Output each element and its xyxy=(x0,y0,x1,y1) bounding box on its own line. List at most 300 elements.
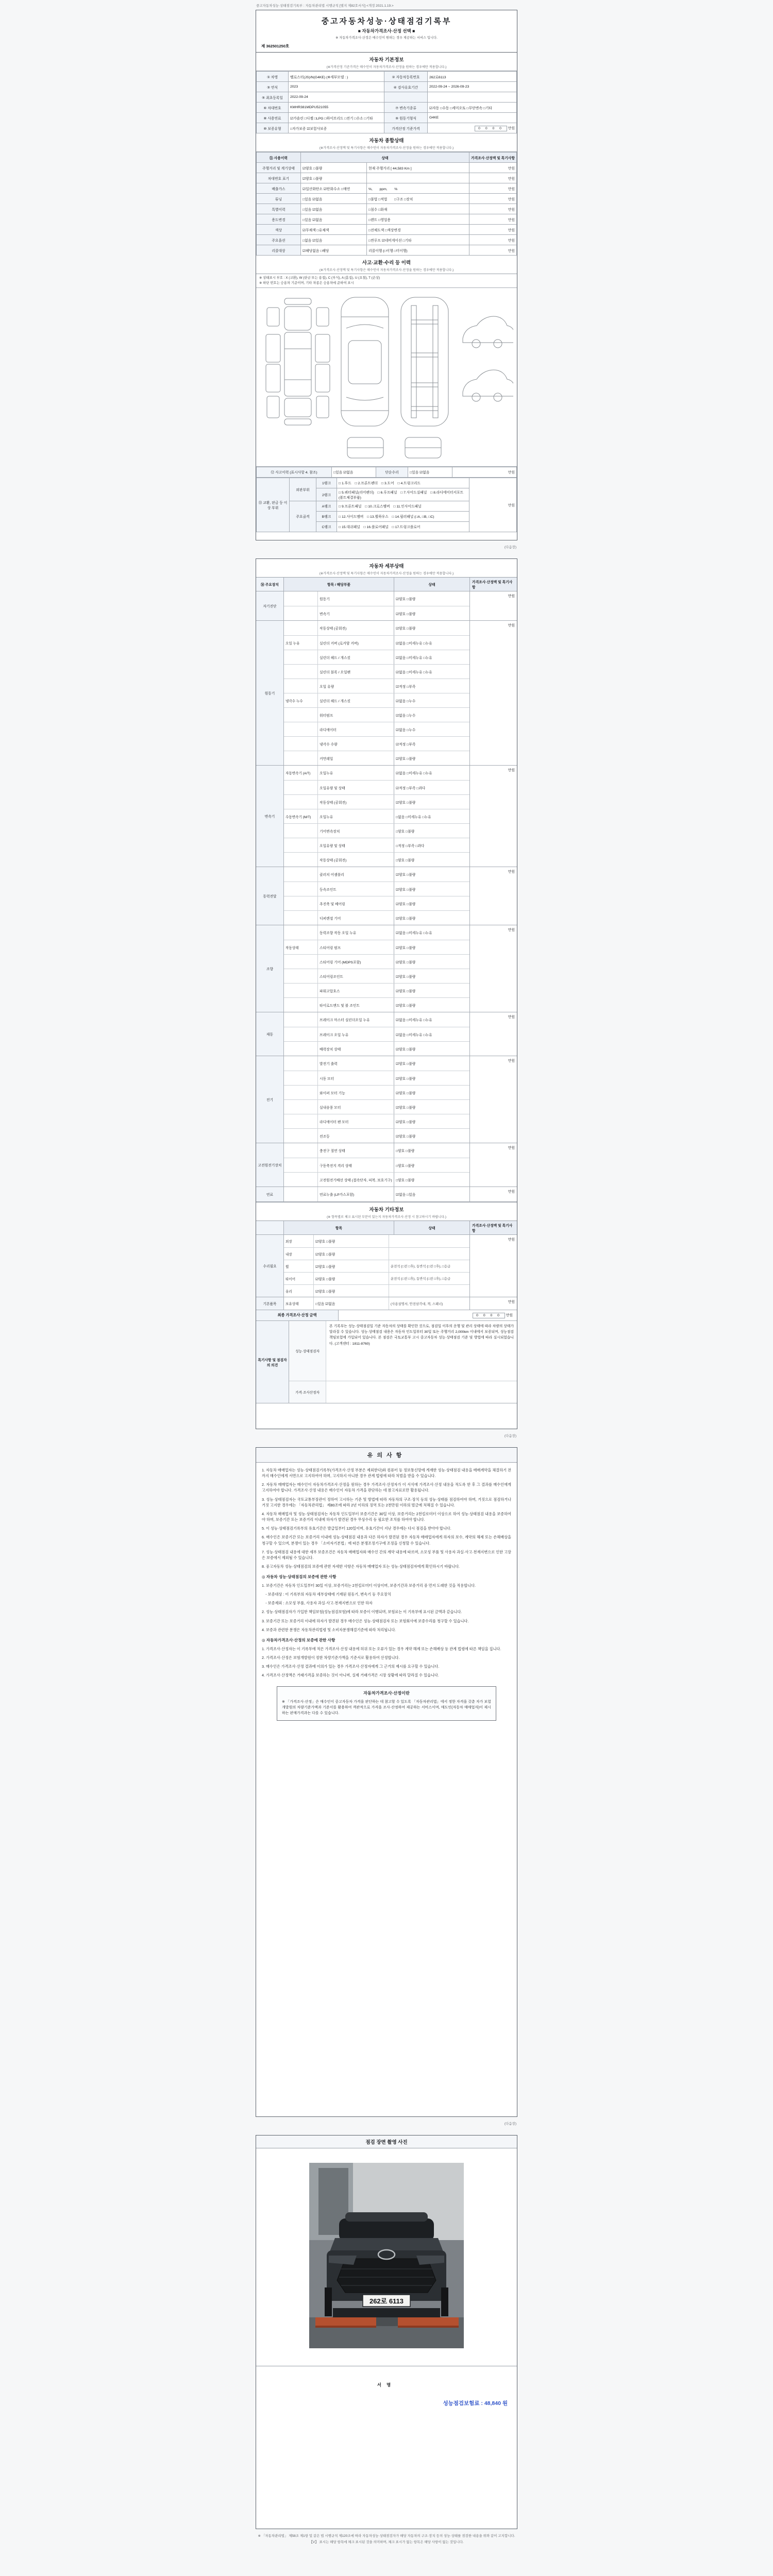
usage-note: □전체도색 □색상변경 xyxy=(367,225,469,235)
bottom-note-2: 【V】 표시는 해당 항목에 체크 표시된 것을 의미하며, 체크 표시가 없는 항목은 해당 사항이 없는 것입니다. xyxy=(309,2540,464,2544)
detail-part: 작동상태 (공회전) xyxy=(318,853,394,867)
comprehensive-row xyxy=(257,235,517,245)
detail-state-checkboxes: ☑없음 □미세누유 □누유 xyxy=(396,1033,432,1037)
final-price-digits: 0 0 0 0 xyxy=(473,1313,505,1318)
usage-label: 특별이력 xyxy=(257,204,301,214)
detail-row xyxy=(284,650,469,664)
usage-state-checkboxes: ☑일산화탄소 ☑탄화수소 □매연 xyxy=(301,183,367,194)
detail-row xyxy=(284,809,469,823)
car-diagram-svg xyxy=(260,291,513,464)
comprehensive-row xyxy=(257,214,517,225)
rankA-label: A랭크 xyxy=(316,501,337,511)
exchange-panel-table xyxy=(256,478,517,532)
detail-row xyxy=(284,969,469,983)
usage-price: 만원 xyxy=(469,204,517,214)
field-label: ⑩ 보증유형 xyxy=(257,123,289,133)
etc-note: (사용설명서, 안전삼각대, 잭, 스패너) xyxy=(391,1302,443,1306)
etc-price: 만원 xyxy=(469,1297,517,1310)
accident-price: 만원 xyxy=(452,467,517,477)
etc-col-blank xyxy=(256,1221,284,1234)
notice-item: 5. 이 성능·상태점검기록부의 유효기간은 발급일부터 120일이며, 유효기간이 지난 경우에는 다시 점검을 받아야 합니다. xyxy=(262,1526,451,1531)
detail-row xyxy=(284,983,469,997)
detail-row xyxy=(284,852,469,867)
detail-group-engine: 원동기 작동상태 (공회전) ☑양호 □불량 오일 누유 실린더 커버 (로커암 커버) ☑없음 □미세누유 □누유 실린더 헤드 / 개스킷 ☑없음 □미세누유 □누유 실린더 블록 / 오일팬 ☑없음 □미세누유 □누유 오일 유량 ☑적정 □부족 냉각수 누수 실린더 헤드 / 개스킷 ☑없음 □누수 워터펌프 ☑없음 □누수 라디에이터 ☑없음 □누수 냉각수 수량 ☑적정 □부족 커먼레일 ☑양호 □불량 만원 xyxy=(256,621,517,766)
detail-category xyxy=(284,1012,318,1027)
usage-label: 색상 xyxy=(257,225,301,235)
detail-category xyxy=(284,751,318,765)
usage-note: 현재 주행거리 [ 44,583 Km ] xyxy=(367,163,469,173)
detail-category xyxy=(284,737,318,751)
etc-table-header xyxy=(256,1221,517,1235)
etc-col-item: 항목 xyxy=(284,1221,394,1234)
price-appraisal-info-box xyxy=(277,1686,496,1720)
detail-state-checkboxes: ☑없음 □누수 xyxy=(396,728,416,732)
detail-state-checkboxes: ☑없음 □미세누유 □누유 xyxy=(396,670,432,674)
detail-category xyxy=(284,650,318,664)
comprehensive-row xyxy=(257,225,517,235)
field-value-engine: G4KE xyxy=(428,113,517,123)
inspection-insurance-fee xyxy=(256,2391,517,2415)
opinion-who: 가격·조사산정자 xyxy=(289,1381,326,1403)
page-block-notice xyxy=(256,1447,517,2117)
detail-state-checkboxes: ☑양호 □불량 xyxy=(396,989,416,993)
field-value-reg-no: 262로6113 xyxy=(428,72,517,82)
detail-row xyxy=(284,766,469,780)
inspection-photo-wrap xyxy=(256,2148,517,2366)
notice-section2-title: ◎ 자동차 성능·상태점검의 보증에 관한 사항 xyxy=(262,1574,337,1580)
detail-row xyxy=(284,736,469,751)
comprehensive-table xyxy=(256,152,517,256)
detail-state-checkboxes: □없음 □미세누유 □누유 xyxy=(396,815,431,819)
detail-state-checkboxes: ☑양호 □불량 xyxy=(396,975,416,979)
detail-category: 오일 누유 xyxy=(284,636,318,650)
detail-category: 냉각수 누수 xyxy=(284,693,318,707)
etc-part: 휠 xyxy=(284,1260,314,1272)
detail-row xyxy=(284,621,469,635)
detail-state-checkboxes: □적정 □부족 □과다 xyxy=(396,844,425,848)
detail-part: 연료누출 (LP가스포함) xyxy=(318,1187,394,1201)
etc-row xyxy=(284,1235,469,1247)
rank1-items: □ 1.후드 □ 2.프론트펜더 □ 3.도어 □ 4.트렁크리드 xyxy=(337,478,469,488)
outer-panel-label: 외판부위 xyxy=(290,478,316,501)
section-title-etc: 자동차 기타정보 (※ 항목별로 체크 표시된 부분이 있는지 자동차가격조사·산정 시 참고하시기 바랍니다.) xyxy=(256,1202,517,1221)
detail-row xyxy=(284,606,469,620)
detail-category xyxy=(284,1086,318,1099)
detail-category xyxy=(284,1173,318,1187)
accident-legend xyxy=(256,274,517,288)
detail-state-checkboxes: ☑없음 □미세누유 □누유 xyxy=(396,656,432,660)
accident-history-state: □있음 ☑없음 xyxy=(332,467,376,477)
detail-part: 배력장치 상태 xyxy=(318,1042,394,1056)
usage-note: □불법 □적법 □구조 □장치 xyxy=(367,194,469,204)
notice-item: 3. 보증기간 또는 보증거리 이내에 하자가 발견된 경우 매수인은 성능·상태점검자 또는 보험회사에 보증수리를 청구할 수 있습니다. xyxy=(262,1618,469,1623)
document-sheet xyxy=(256,0,517,2545)
detail-row xyxy=(284,940,469,954)
detail-state-checkboxes: ☑양호 □불량 xyxy=(396,888,416,892)
usage-state-checkboxes: ☑양호 □불량 xyxy=(301,173,367,183)
detail-state-checkboxes: ☑양호 □불량 xyxy=(396,960,416,964)
detail-group-transmission: 변속기 자동변속기 (A/T) 오일누유 ☑없음 □미세누유 □누유 오일유량 및 상태 ☑적정 □부족 □과다 작동상태 (공회전) ☑양호 □불량 수동변속기 (M/T) 오일누유 □없음 □미세누유 □누유 기어변속장치 □양호 □불량 오일유량 및 상태 □적정 □부족 □과다 작동상태 (공회전) □양호 □불량 만원 xyxy=(256,766,517,867)
next-page-note: (다음장) xyxy=(504,2122,516,2126)
detail-category xyxy=(284,969,318,983)
detail-row xyxy=(284,1056,469,1071)
info-box-title: 자동차가격조사·산정이란 xyxy=(363,1691,410,1696)
detail-part: 냉각수 수량 xyxy=(318,737,394,751)
etc-note xyxy=(389,1285,469,1297)
field-value-year: 2023 xyxy=(289,82,384,92)
detail-group-brake: 제동 브레이크 마스터 실린더오일 누유 ☑없음 □미세누유 □누유 브레이크 오일 누유 ☑없음 □미세누유 □누유 배력장치 상태 ☑양호 □불량 만원 xyxy=(256,1012,517,1056)
detail-row xyxy=(284,707,469,722)
final-price-label: 최종 가격조사·산정 금액 xyxy=(256,1310,339,1320)
detail-col-item: 항목 / 해당부품 xyxy=(284,578,394,591)
fee-label: 성능점검보험료 : xyxy=(443,2400,483,2406)
usage-note: □썬루프 ☑네비게이션 □기타 xyxy=(367,235,469,245)
etc-row xyxy=(284,1260,469,1272)
notice-title: 유의사항 xyxy=(256,1448,517,1463)
detail-price: 만원 xyxy=(469,1187,517,1201)
detail-part: 구동축전지 격리 상태 xyxy=(318,1158,394,1172)
detail-category xyxy=(284,1042,318,1056)
detail-category xyxy=(284,955,318,969)
usage-price: 만원 xyxy=(469,163,517,173)
notice-item: - 보증대상 : 이 기록부의 자동차 세부상태에 기재된 원동기, 변속기 등 주요장치 xyxy=(262,1592,391,1597)
detail-state-checkboxes: ☑양호 □불량 xyxy=(396,1047,416,1052)
detail-state-checkboxes: ☑양호 □불량 xyxy=(396,902,416,906)
detail-group-steering: 조향 동력조향 작동 오일 누유 ☑없음 □미세누유 □누유 작동상태 스티어링 펌프 ☑양호 □불량 스티어링 기어 (MDPS포함) ☑양호 □불량 스티어링조인트 ☑양호 □불량 파워고압호스 ☑양호 □불량 타이로드엔드 및 볼 조인트 ☑양호 □불량 만원 xyxy=(256,925,517,1012)
detail-part: 브레이크 마스터 실린더오일 누유 xyxy=(318,1012,394,1027)
detail-state-checkboxes: ☑없음 □미세누유 □누유 xyxy=(396,1019,432,1022)
detail-row xyxy=(284,1114,469,1128)
etc-state-checkboxes: ☑양호 □불량 xyxy=(314,1260,389,1272)
detail-state-checkboxes: ☑적정 □부족 xyxy=(396,742,416,747)
detail-table-header xyxy=(256,578,517,591)
detail-part: 고전원전기배선 상태 (접속단자, 피복, 보호기구) xyxy=(318,1173,394,1187)
form-reference-note: 중고자동차성능·상태점검기록부 : 자동차관리법 시행규칙 [별지 제82호서식] <개정 2021.1.19.> xyxy=(256,4,394,8)
column-header-state: 상태 xyxy=(301,152,469,163)
usage-label: 차대번호 표기 xyxy=(257,173,301,183)
detail-category xyxy=(284,838,318,852)
rank2-label: 2랭크 xyxy=(316,488,337,501)
fee-value: 48,840 원 xyxy=(484,2400,508,2406)
document-number: 제 362501250호 xyxy=(261,44,290,48)
usage-price: 만원 xyxy=(469,194,517,204)
bottom-note-1: ※ 「자동차관리법」 제58조 제1항 및 같은 법 시행규칙 제120조에 따라 자동차성능·상태점검자가 해당 자동차의 구조·장치 등의 성능·상태를 점검한 내용을 위와 같이 고지합니다. xyxy=(258,2534,515,2538)
etc-note: 운전석 (□전 □후), 동반석 (□전 □후), □응급 xyxy=(391,1265,451,1268)
field-label: ① 차명 xyxy=(257,72,289,82)
legend-line-2: ※ 하단 번호는 승용차 기준이며, 기타 차종은 승용차에 준하여 표시 xyxy=(259,281,354,285)
detail-state-checkboxes: ☑없음 □미세누유 □누유 xyxy=(396,772,432,775)
detail-state-checkboxes: ☑양호 □불량 xyxy=(396,1062,416,1066)
usage-state-checkboxes: ☑양호 □불량 xyxy=(301,163,367,173)
detail-part: 와이퍼 모터 기능 xyxy=(318,1086,394,1099)
field-value-first-reg: 2022-09-24 xyxy=(289,92,384,103)
field-label-empty xyxy=(384,92,428,103)
detail-price: 만원 xyxy=(469,867,517,925)
etc-part: 타이어 xyxy=(284,1273,314,1284)
detail-category xyxy=(284,984,318,997)
field-label: ⑦ 변속기종류 xyxy=(384,103,428,113)
detail-category xyxy=(284,621,318,635)
page-block-photo xyxy=(256,2135,517,2529)
usage-price: 만원 xyxy=(469,245,517,256)
detail-category xyxy=(284,925,318,940)
detail-part: 스티어링 기어 (MDPS포함) xyxy=(318,955,394,969)
usage-label: 튜닝 xyxy=(257,194,301,204)
detail-row xyxy=(284,1071,469,1085)
detail-category xyxy=(284,1129,318,1143)
detail-state-checkboxes: □양호 □불량 xyxy=(396,1149,415,1153)
detail-row xyxy=(284,679,469,693)
detail-part: 기어변속장치 xyxy=(318,824,394,838)
detail-category: 수동변속기 (M/T) xyxy=(284,809,318,823)
info-box-text: ※ 「가격조사·산정」은 매수인이 중고자동차 가격을 판단하는 데 참고할 수 있도록 「자동차관리법」에서 정한 자격을 갖춘 자가 보험개발원의 차량기준가액과 기준서를 활용하여 객관적으로 가격을 조사·산정하여 제공하는 서비스이며, 매도인(자동차 매매업자)이 제시하는 판매가격과는 다를 수 있습니다. xyxy=(282,1700,491,1716)
base-price-unit: 만원 xyxy=(508,126,515,130)
detail-row xyxy=(284,925,469,940)
detail-state-checkboxes: ☑적정 □부족 □과다 xyxy=(396,786,426,790)
detail-category xyxy=(284,665,318,679)
detail-category: 자동변속기 (A/T) xyxy=(284,766,318,780)
detail-state-checkboxes: ☑적정 □부족 xyxy=(396,685,416,689)
detail-row xyxy=(284,1158,469,1172)
etc-state-checkboxes: ☑양호 □불량 xyxy=(314,1248,389,1260)
usage-note: 리콜이행 (□이행 □미이행) xyxy=(367,245,469,256)
detail-part: 작동상태 (공회전) xyxy=(318,795,394,809)
detail-col-price: 가격조사·산정액 및 특기사항 xyxy=(469,578,517,591)
detail-part: 시동 모터 xyxy=(318,1071,394,1085)
car-damage-diagrams xyxy=(256,288,517,467)
final-price-row xyxy=(256,1310,517,1321)
detail-row xyxy=(284,693,469,707)
usage-state-checkboxes: □있음 ☑없음 xyxy=(301,194,367,204)
bottom-notes xyxy=(256,2533,517,2545)
detail-group-power-train: 동력전달 클러치 어셈블리 ☑양호 □불량 등속조인트 ☑양호 □불량 추진축 및 베어링 ☑양호 □불량 디퍼렌셜 기어 ☑양호 □불량 만원 xyxy=(256,867,517,925)
detail-category xyxy=(284,795,318,809)
field-label: ⑤ 최초등록일 xyxy=(257,92,289,103)
usage-price: 만원 xyxy=(469,183,517,194)
usage-state-checkboxes: □있음 ☑없음 xyxy=(301,204,367,214)
field-label: ④ 검사유효기간 xyxy=(384,82,428,92)
etc-part: 외장 xyxy=(284,1235,314,1247)
column-header-price: 가격조사·산정액 및 특기사항 xyxy=(469,152,517,163)
detail-category xyxy=(284,1187,318,1201)
final-price-value xyxy=(339,1310,517,1320)
detail-part: 등속조인트 xyxy=(318,882,394,896)
etc-row xyxy=(284,1272,469,1284)
usage-price: 만원 xyxy=(469,225,517,235)
detail-category xyxy=(284,1027,318,1041)
usage-note: %, ppm, % xyxy=(367,183,469,194)
detail-state-checkboxes: ☑없음 □누수 xyxy=(396,699,416,703)
license-plate-text: 262로 6113 xyxy=(369,2297,404,2305)
basic-info-table xyxy=(256,71,517,133)
etc-state-checkboxes: ☑양호 □불량 xyxy=(314,1285,389,1297)
detail-price: 만원 xyxy=(469,1143,517,1187)
inspector-opinion xyxy=(256,1321,517,1403)
usage-state-checkboxes: □있음 ☑없음 xyxy=(301,214,367,225)
usage-note: □렌트 □영업용 xyxy=(367,214,469,225)
rankB-items: □ 12.사이드멤버 □ 13.휠하우스 □ 14.필러패널 (□A, □B, □C) xyxy=(337,511,469,521)
notice-body xyxy=(256,1463,517,1729)
notice-section3-title: ◎ 자동차가격조사·산정의 보증에 관한 사항 xyxy=(262,1637,335,1642)
field-value-fuel: ☑가솔린 □디젤 □LPG □하이브리드 □전기 □수소 □기타 xyxy=(289,113,384,123)
document-header xyxy=(256,10,517,53)
detail-state-checkboxes: ☑양호 □불량 xyxy=(396,1091,416,1095)
detail-category xyxy=(284,853,318,867)
detail-category xyxy=(284,781,318,794)
opinion-row-inspector xyxy=(289,1321,517,1381)
next-page-note: (다음장) xyxy=(504,546,516,549)
comprehensive-row xyxy=(257,245,517,256)
detail-part: 전조등 xyxy=(318,1129,394,1143)
detail-price: 만원 xyxy=(469,591,517,620)
detail-category: 작동상태 xyxy=(284,940,318,954)
etc-group-basic-items: 기본품목 보유상태 □있음 ☑없음 (사용설명서, 안전삼각대, 잭, 스패너) 만원 xyxy=(256,1297,517,1310)
detail-part: 커먼레일 xyxy=(318,751,394,765)
detail-row xyxy=(284,954,469,969)
rankC-label: C랭크 xyxy=(316,521,337,532)
opinion-text xyxy=(326,1381,517,1403)
detail-category xyxy=(284,1056,318,1071)
usage-label: 주행거리 및 계기상태 xyxy=(257,163,301,173)
detail-category xyxy=(284,679,318,693)
comprehensive-row xyxy=(257,183,517,194)
section-title-detail: 자동차 세부상태 (※가격조사·산정액 및 특기사항은 매수인이 자동차가격조사·산정을 원하는 경우에만 적용합니다.) xyxy=(256,559,517,578)
detail-state-checkboxes: □양호 □불량 xyxy=(396,829,415,834)
simple-repair-state: □있음 ☑없음 xyxy=(408,467,452,477)
detail-part: 실린더 커버 (로커암 커버) xyxy=(318,636,394,650)
simple-repair-label: 단순수리 xyxy=(376,467,408,477)
usage-price: 만원 xyxy=(469,214,517,225)
etc-note xyxy=(389,1248,469,1260)
etc-state-checkboxes: ☑양호 □불량 xyxy=(314,1273,389,1284)
exchange-price: 만원 xyxy=(469,478,517,532)
detail-row xyxy=(284,591,469,606)
detail-price: 만원 xyxy=(469,1056,517,1143)
notice-item: 8. 중고자동차 성능·상태점검의 보증에 관한 자세한 사항은 자동차 매매업자 또는 성능·상태점검자에게 확인하시기 바랍니다. xyxy=(262,1564,460,1569)
detail-category xyxy=(284,896,318,910)
detail-row xyxy=(284,910,469,925)
detail-state-checkboxes: ☑양호 □불량 xyxy=(396,917,416,921)
detail-row xyxy=(284,823,469,838)
detail-group-high-voltage: 고전원전기장치 충전구 절연 상태 □양호 □불량 구동축전지 격리 상태 □양호 □불량 고전원전기배선 상태 (접속단자, 피복, 보호기구) □양호 □불량 만원 xyxy=(256,1143,517,1187)
next-page-note: (다음장) xyxy=(504,1434,516,1438)
field-value-empty xyxy=(428,92,517,103)
detail-part: 오일누유 xyxy=(318,766,394,780)
etc-state-checkboxes: □있음 ☑없음 xyxy=(314,1297,389,1310)
detail-row xyxy=(284,1085,469,1099)
field-value-inspect: 2022-09-24 ~ 2026-09-23 xyxy=(428,82,517,92)
detail-group-fuel: 연료 연료누출 (LP가스포함) ☑없음 □있음 만원 xyxy=(256,1187,517,1202)
notice-item: 1. 보증기간은 자동차 인도일부터 30일 이상, 보증거리는 2천킬로미터 이상이며, 보증기간과 보증거리 중 먼저 도래한 것을 적용합니다. xyxy=(262,1583,476,1588)
detail-state-checkboxes: ☑양호 □불량 xyxy=(396,627,416,631)
detail-category xyxy=(284,882,318,896)
detail-part: 실린더 헤드 / 개스킷 xyxy=(318,693,394,707)
document-subtitle: ■ 자동차가격조사·산정 선택 ■ xyxy=(358,28,415,33)
etc-part: 내장 xyxy=(284,1248,314,1260)
frame-label: 주요골격 xyxy=(290,501,316,532)
detail-category xyxy=(284,824,318,838)
notice-item: 4. 자동차 매매업자 및 성능·상태점검자는 자동차 인도일부터 보증기간은 30일 이상, 보증거리는 2천킬로미터 이상으로 하여 성능·상태점검 내용을 보증하여야 하며, 보증기간 또는 보증거리 이내에 하자가 발견된 경우 무상수리 등 필요한 조치를 하여야 합니다. xyxy=(262,1511,511,1522)
accident-history-table xyxy=(256,467,517,478)
detail-category xyxy=(284,1143,318,1158)
detail-part: 작동상태 (공회전) xyxy=(318,621,394,635)
detail-row xyxy=(284,1128,469,1143)
comprehensive-row xyxy=(257,173,517,183)
detail-part: 변속기 xyxy=(318,606,394,620)
detail-row xyxy=(284,1041,469,1056)
document-title: 중고자동차성능·상태점검기록부 xyxy=(321,17,452,26)
detail-part: 타이로드엔드 및 볼 조인트 xyxy=(318,998,394,1012)
detail-row xyxy=(284,896,469,910)
comprehensive-row xyxy=(257,163,517,173)
notice-item: 3. 매수인은 가격조사·산정 결과에 이의가 있는 경우 가격조사·산정자에게 그 근거의 제시를 요구할 수 있습니다. xyxy=(262,1664,440,1669)
detail-state-checkboxes: ☑없음 □있음 xyxy=(396,1193,416,1197)
detail-category xyxy=(284,591,318,606)
rankB-label: B랭크 xyxy=(316,511,337,521)
detail-part: 스티어링 펌프 xyxy=(318,940,394,954)
detail-col-device: ⑭ 주요장치 xyxy=(256,578,284,591)
detail-part: 라디에이터 팬 모터 xyxy=(318,1114,394,1128)
detail-part: 브레이크 오일 누유 xyxy=(318,1027,394,1041)
notice-item: - 보증제외 : 소모성 부품, 사용자 과실·사고·천재지변으로 인한 하자 xyxy=(262,1601,373,1606)
detail-state-checkboxes: □양호 □불량 xyxy=(396,1178,415,1182)
etc-row xyxy=(284,1297,469,1310)
notice-item: 2. 자동차 매매업자는 매수인이 자동차가격조사·산정을 원하는 경우 가격조사·산정자가 이 서식에 가격조사·산정 내용을 적도록 한 후 그 결과를 매수인에게 고지하여야 합니다. 가격조사·산정 내용은 매수인이 자동차 가격을 판단하는 데 참고자료로만 활용됩니다. xyxy=(262,1482,511,1493)
photo-section-title: 점검 장면 촬영 사진 xyxy=(256,2136,517,2148)
detail-state-checkboxes: ☑없음 □미세누유 □누유 xyxy=(396,931,432,935)
detail-category xyxy=(284,867,318,882)
column-header-usage: ⑪ 사용이력 xyxy=(257,152,301,163)
usage-note xyxy=(367,173,469,183)
detail-state-checkboxes: ☑양호 □불량 xyxy=(396,946,416,950)
usage-state-checkboxes: ☑해당없음 □해당 xyxy=(301,245,367,256)
detail-part: 발전기 출력 xyxy=(318,1056,394,1071)
detail-category xyxy=(284,722,318,736)
usage-label: 용도변경 xyxy=(257,214,301,225)
detail-row xyxy=(284,1012,469,1027)
usage-label: 리콜대상 xyxy=(257,245,301,256)
detail-part: 충전구 절연 상태 xyxy=(318,1143,394,1158)
detail-row xyxy=(284,997,469,1012)
notice-item: 2. 가격조사·산정은 보험개발원이 정한 차량기준가액을 기준서로 활용하여 산정합니다. xyxy=(262,1655,400,1660)
notice-item: 2. 성능·상태점검자가 가입한 책임보험(성능점검보험)에 따라 보증이 이행되며, 보험료는 이 기록부에 표시된 금액과 같습니다. xyxy=(262,1609,462,1615)
opinion-row-appraiser xyxy=(289,1381,517,1403)
field-label: ③ 연식 xyxy=(257,82,289,92)
detail-price: 만원 xyxy=(469,621,517,765)
detail-category xyxy=(284,1114,318,1128)
etc-note: 운전석 (□전 □후), 동반석 (□전 □후), □응급 xyxy=(391,1277,451,1281)
detail-state-checkboxes: ☑양호 □불량 xyxy=(396,612,416,616)
detail-row xyxy=(284,1099,469,1114)
detail-part: 오일유량 및 상태 xyxy=(318,838,394,852)
detail-state-checkboxes: ☑양호 □불량 xyxy=(396,1134,416,1139)
detail-part: 실린더 헤드 / 개스킷 xyxy=(318,650,394,664)
detail-state-checkboxes: ☑양호 □불량 xyxy=(396,801,416,805)
detail-state-checkboxes: □양호 □불량 xyxy=(396,1164,415,1168)
opinion-text: 본 기록부는 성능·상태점검일 기준 자동차의 상태를 확인한 것으로, 점검일 이후의 운행 및 관리 상태에 따라 차량의 상태가 달라질 수 있습니다. 성능·상태점검 내용은 자동차 인도일부터 30일 또는 주행거리 2,000km 이내에서 보증되며, 성능점검 책임보험에 가입되어 있습니다. 본 점검은 국토교통부 고시 중고자동차 성능·상태점검 기준 및 방법에 따라 실시되었습니다. (고객센터 : 1811-8760) xyxy=(329,1325,514,1346)
detail-state-checkboxes: ☑양호 □불량 xyxy=(396,1077,416,1081)
detail-row xyxy=(284,1027,469,1041)
notice-item: 6. 매수인은 보증기간 또는 보증거리 이내에 성능·상태점검 내용과 다른 하자가 발견된 경우 자동차 매매업자에게 하자의 보수, 계약의 해제 또는 손해배상을 청구할 수 있으며, 분쟁이 있는 경우 「소비자기본법」에 따른 분쟁조정기구에 조정을 신청할 수 있습니다. xyxy=(262,1535,511,1546)
comprehensive-row xyxy=(257,204,517,214)
detail-col-state: 상태 xyxy=(428,583,435,587)
detail-row xyxy=(284,867,469,882)
rankA-items: □ 9.프론트패널 □ 10.크로스멤버 □ 11.인사이드패널 xyxy=(337,501,469,511)
detail-row xyxy=(284,751,469,765)
etc-row xyxy=(284,1247,469,1260)
detail-row xyxy=(284,780,469,794)
detail-part: 오일누유 xyxy=(318,809,394,823)
